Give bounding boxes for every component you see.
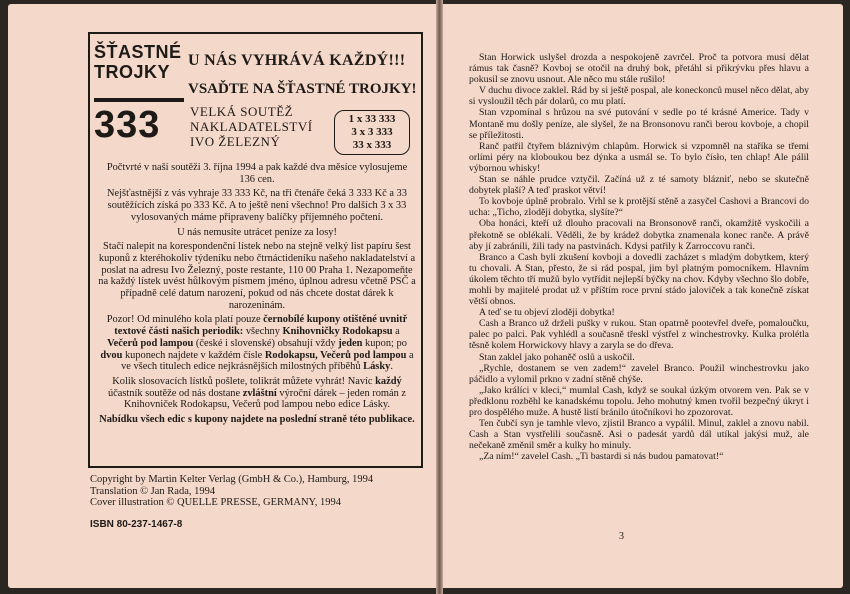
contest-line-2: NAKLADATELSTVÍ [190, 119, 313, 134]
story-paragraph: A teď se tu objeví zloději dobytka! [479, 307, 615, 319]
ad-text-run-bold: Večerů pod lampou [107, 337, 194, 349]
story-paragraph: Stan vzpomínal s hrůzou na své putování v sedle po té krásné Americe. Tady v Montaně mu došly peníze, ale slyšel, že na Bronsonovu ranči berou kovboje, a chopil se příležitosti. [469, 107, 809, 141]
story-paragraph: „Jako králíci v kleci,“ mumlal Cash, když se soukal úzkým otvorem ven. Pak se v předklonu rozběhl ke kanadskému topolu. Jeho mohutný kmen tvořil bezpečný úkryt i pro dospělého muže. A hustě listí bránilo útočníkovi ho zpozorovat. [469, 384, 809, 418]
ad-body-text [98, 162, 416, 429]
story-paragraph: Stan se náhle prudce vztyčil. Začíná už z té samoty blázniť, nebo se skutečně dobytek plaší? A teď praskot větví! [469, 174, 809, 197]
story-paragraph: Cash a Branco už drželi pušky v rukou. Stan opatrně pootevřel dveře, pomaloučku, palec po palci. Pak vyhlédl a současně třeskl výstřel z winchestrovky. Kulka prolétla těsně kolem Horwickovy hlavy a zaryla se do dřeva. [469, 318, 809, 352]
ad-paragraph: Stačí nalepit na korespondenční lístek nebo na stejně velký list papíru šest kuponů z kteréhokoliv týdeníku nebo čtrnáctideníku našeho nakladatelství a poslat na adresu Ivo Železný, poste restante, 110 00 Praha 1. Nezapomeňte na každý lístek uvést hůlkovým písmem jméno, úplnou adresu včetně PSČ a případně celé datum narození, pokud od nás chcete dostat dárek k narozeninám. [98, 241, 416, 311]
ad-paragraph-closing [98, 414, 416, 426]
ad-paragraph: Počtvrté v naší soutěži 3. října 1994 a pak každé dva měsíce vylosujeme 136 cen. [106, 162, 408, 185]
credit-line: Copyright by Martin Kelter Verlag (GmbH & Co.), Hamburg, 1994 [90, 474, 374, 485]
ad-text-run: kupon; po [362, 337, 407, 349]
ad-text-run-bold: Lásky [363, 361, 391, 373]
isbn: ISBN 80-237-1467-8 [90, 519, 183, 530]
story-paragraph: Oba honáci, kteří už dlouho pracovali na Bronsonově ranči, okamžitě vyskočili a překotně se oblékali. Věděli, že by krádež dobytka znamenala konec ranče. A právě aby jí zabránili, žili tady na pastvinách. Kdysi patřily k Zarroccovu ranči. [469, 218, 809, 252]
story-paragraph: Stan zaklel jako pohaněč oslů a uskočil. [479, 351, 635, 363]
ad-text-run-bold: každý [375, 375, 402, 387]
left-page [8, 4, 436, 588]
brand-line-2: TROJKY [94, 62, 171, 82]
story-paragraph: Stan Horwick uslyšel drozda a nespokojeně zavrčel. Proč ta potvora musí dělat rámus tak časně? Kovboj se otočil na druhý bok, přetáhl si přikrývku přes hlavu a pokusil se znovu usnout. Ale něco mu stále rušilo! [469, 52, 809, 86]
right-page [443, 4, 843, 588]
ad-text-run: a [392, 326, 400, 338]
prize-odds-badge [334, 110, 410, 155]
ad-paragraph: U nás nemusíte utrácet peníze za losy! [177, 226, 337, 238]
ad-text-run: . [390, 361, 393, 373]
story-text [469, 52, 809, 462]
odds-line: 3 x 3 333 [351, 126, 393, 138]
ad-text-run: (české i slovenské) obsahují vždy [193, 337, 339, 349]
credit-line: Translation © Jan Rada, 1994 [90, 485, 216, 497]
ad-text-run: Kolik slosovacích lístků pošlete, tolikrát můžete vyhrát! Navíc [112, 375, 376, 387]
ad-text-run: všechny [243, 326, 283, 338]
ad-text-run: a ve všech titulech edice nejkrásnějších milostných příběhů [121, 349, 414, 373]
ad-text-run-bold: černobílé kupony otištěné uvnitř textové části našich periodik: [114, 314, 408, 338]
brand-number: 333 [94, 104, 161, 146]
ad-text-run-bold: zvláštní [242, 387, 277, 399]
ad-paragraph [98, 376, 416, 411]
story-paragraph: Ten čubčí syn je tamhle vlevo, zjistil Branco a vypálil. Minul, zaklel a znovu nabil. Cash a Stan vystřelili současně. Asi o padesát yardů dál utíkal jakýsi muž, ale nečekaně změnil směr a kulky ho minuly. [469, 418, 809, 452]
copyright-credits [90, 474, 420, 509]
ad-text-run: kuponech najdete v každém čísle [122, 349, 265, 361]
credit-line: Cover illustration © QUELLE PRESSE, GERMANY, 1994 [90, 497, 342, 508]
contest-title [190, 104, 313, 149]
ad-paragraph: Nejšťastnější z vás vyhraje 33 333 Kč, na tři čtenáře čeká 3 333 Kč a 33 soutěžících získá po 333 Kč. A to ještě není všechno! Pro dalších 3 x 33 vylosovaných máme připraveny balíčky příjemného počtení. [107, 188, 407, 223]
ad-text-run: účastník soutěže od nás dostane [107, 387, 243, 399]
page-number: 3 [619, 531, 624, 542]
book-gutter [436, 0, 443, 594]
ad-text-run: výroční dárek – jeden román z Knihovniček Rodokapsu, Večerů pod lampou nebo edice Lásky. [123, 387, 407, 411]
odds-line: 33 x 333 [352, 139, 392, 151]
ad-text-run-bold: Knihovničky Rodokapsu [282, 326, 393, 338]
ad-text-run-bold: Nabídku všech edic s kupony najdete na poslední straně této publikace. [99, 414, 415, 426]
story-paragraph: „Za ním!“ zavelel Cash. „Ti bastardi si nás budou pamatovat!“ [479, 451, 724, 463]
ad-text-run-bold: Rodokapsu, Večerů pod lampou [264, 349, 407, 361]
brand-divider [94, 98, 184, 102]
story-paragraph: Ranč patřil čtyřem bláznivým chlapům. Horwick si vzpomněl na staříka se třemi orlími péry na kloboukou bez dýnka a usmál se. To bylo čísło, ten chlap! Ale pálil výbornou whisky! [469, 140, 809, 174]
odds-line: 1 x 33 333 [348, 113, 396, 125]
story-paragraph: V duchu divoce zaklel. Rád by si ještě pospal, ale koneckonců musel něco dělat, aby si vysloužil těch pár dolarů, co mu platí. [469, 85, 809, 108]
story-paragraph: „Rychle, dostanem se ven zadem!“ zavelel Branco. Použil winchestrovku jako páčidlo a vylomil prkno v zadní stěně chýše. [469, 362, 809, 385]
brand-line-1: ŠŤASTNÉ [94, 42, 182, 62]
ad-text-run-bold: dvou [100, 349, 123, 361]
headline-bet-on: VSAĎTE NA ŠŤASTNÉ TROJKY! [188, 81, 417, 97]
contest-line-3: IVO ŽELEZNÝ [190, 134, 281, 149]
headline-everyone-wins: U NÁS VYHRÁVÁ KAŽDÝ!!! [188, 52, 406, 69]
ad-paragraph [98, 314, 416, 373]
contest-advertisement [88, 32, 423, 468]
contest-line-1: VELKÁ SOUTĚŽ [190, 104, 294, 119]
ad-text-run: Pozor! Od minulého kola platí pouze [106, 314, 264, 326]
ad-text-run-bold: jeden [338, 337, 363, 349]
brand-title [94, 42, 186, 82]
story-paragraph: Branco a Cash byli zkušení kovboji a dovedli zacházet s mladým dobytkem, který tu chovali. A Stan, přesto, že si rád pospal, jim byl platným pomocníkem. Hlavním úkolem těchto tří mužů bylo vytřídit nejlepší býčky na chov. Kdyby všechno šlo dobře, mohli by majitelé prodat už v příštím roce první stádo jaloviček a tak konečně získat větší obnos. [469, 251, 809, 308]
story-paragraph: To kovboje úplně probralo. Vrhl se k protější stěně a zasyčel Cashovi a Brancovi do ucha: „Ticho, zloději dobytka, slyšíte?“ [469, 196, 809, 219]
